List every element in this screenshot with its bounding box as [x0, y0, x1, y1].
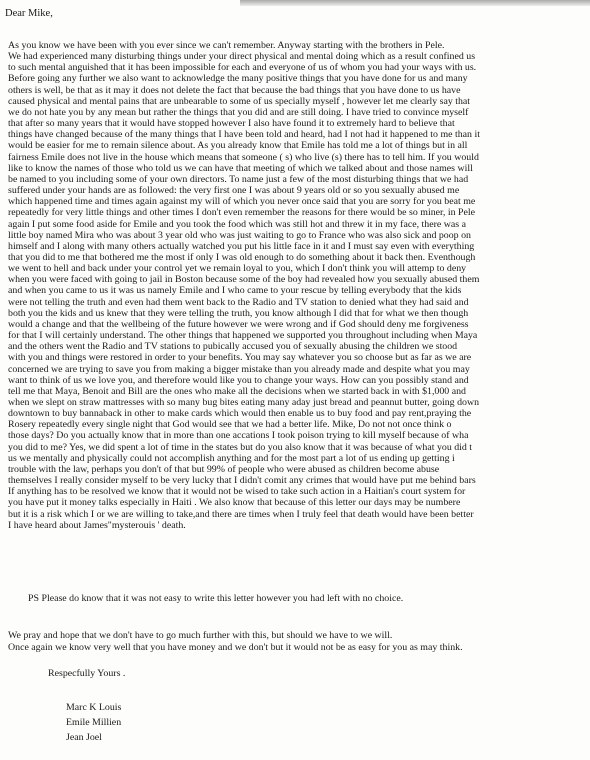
letter-line: would be easier for me to remain silence about. As you already know that Emile has told me a lot of things but in all: [8, 140, 468, 152]
signature-name: Jean Joel: [66, 732, 102, 743]
letter-line: and when you came to us it was us namely Emile and I who came to your rescue by telling everybody that the kids: [8, 285, 462, 297]
letter-line: be named to you including some of your own directors. To name just a few of the most disturbing things that we had: [8, 173, 469, 185]
letter-line: when we slept on straw mattresses with so many bug bites eating many aday just bread and peannut butter, going down: [8, 397, 480, 408]
letter-line: that you did to me that bothered me the most if only I was old enough to do something about it back then. Eventhough: [8, 251, 476, 263]
letter-line: want to think of us we love you, and therefore would like you to change your ways. How can you possibly stand and: [8, 374, 469, 386]
signature-name: Marc K Louis: [66, 702, 122, 713]
letter-line: us we mentally and physically could not accomplish anything and for the most part a lot of us ending up getting i: [8, 452, 455, 464]
letter-line: little boy named Mira who was about 3 year old who was just waiting to go to France who was also sick and poop on: [8, 229, 471, 241]
letter-line: both you the kids and us knew that they were telling the truth, you know although I did that for what we then though: [8, 307, 469, 319]
letter-line: As you know we have been with you ever since we can't remember. Anyway starting with the brothers in Pele.: [8, 40, 445, 51]
letter-closing: [8, 630, 588, 653]
letter-line: for that I will certainly understand. The other things that happened we supported you throughout including when Maya: [8, 330, 478, 342]
letter-valediction: Respecfully Yours .: [48, 668, 126, 679]
letter-line: we went to hell and back under your control yet we remain loyal to you, which I don't think you will attemp to deny: [8, 263, 467, 275]
letter-line: you have put it money talks especially in Haiti . We also know that because of this letter our days may be numbere: [8, 497, 461, 509]
letter-line: but it is a risk which I or we are willing to take,and there are times when I truly feel that death would have been better: [8, 508, 474, 520]
letter-line: Rosery repeatedly every single night that God would see that we had a better life. Mike, Do not not once think o: [8, 419, 452, 431]
letter-line: with you and things were restored in order to your benefits. You may say whatever you so choose but as far as we are: [8, 352, 472, 364]
letter-line: fairness Emile does not live in the house which means that someone ( s) who live (s) there has to tell him. If you would: [8, 151, 479, 163]
letter-line: We had experienced many disturbing things under your direct physical and mental doing which as a result confined us: [8, 51, 476, 63]
letter-line: we do not hate you by any mean but rather the things that you did and are still doing. I have tried to convince myself: [8, 106, 469, 118]
signature-name: Emile Millien: [66, 717, 122, 728]
letter-postscript: PS Please do know that it was not easy to write this letter however you had left with no choice.: [28, 593, 404, 604]
letter-line: like to know the names of those who told us we can have that meeting of which we talked about and those names will: [8, 162, 473, 174]
letter-line: that after so many years that it would have stopped however I also have found it to extremely hard to believe that: [8, 118, 455, 130]
letter-line: I have heard about James"mysterouis ' death.: [8, 519, 186, 531]
letter-line: themselves I really consider myself to be very lucky that I didn't comit any crimes that would have put me behind bars: [8, 475, 476, 487]
letter-line: We pray and hope that we don't have to go much further with this, but should we have to we will.: [8, 630, 393, 641]
letter-line: himself and I along with many others actually watched you put his little face in it and I must say even with everything: [8, 240, 475, 252]
letter-line: others is well, be that as it may it does not delete the fact that because the bad things that you have done to us have: [8, 84, 461, 96]
letter-line: caused physical and mental pains that are unbearable to some of us specially myself , however let me clearly say that: [8, 95, 471, 107]
letter-line: and the others went the Radio and TV stations to pubically accused you of sexually abusing the children we stood: [8, 341, 458, 353]
letter-line: trouble with the law, perhaps you don't of that but 99% of people who were abused as children become abuse: [8, 463, 440, 475]
letter-line: were not telling the truth and even had them went back to the Radio and TV station to denied what they had said and: [8, 296, 469, 308]
letter-line: If anything has to be resolved we know that it would not be wised to take such action in a Haitian's court system for: [8, 486, 466, 498]
letter-line: tell me that Maya, Benoit and Bill are the ones who make all the decisions when we started back in with $1,000 and: [8, 385, 466, 397]
letter-line: when you were faced with going to jail in Boston because some of the boy had revealed how you sexually abused them: [8, 274, 480, 286]
scan-smudge: [240, 0, 590, 6]
letter-line: concerned we are trying to save you from making a bigger mistake than you already made and despite what you may: [8, 363, 470, 375]
letter-line: suffered under your hands are as followed: the very first one I was about 9 years old or so you sexually abused me: [8, 185, 460, 197]
letter-line: Once again we know very well that you have money and we don't but it would not be as easy for you as may think.: [8, 641, 463, 653]
letter-line: would a change and that the wellbeing of the future however we were wrong and if God should deny me forgiveness: [8, 318, 469, 330]
letter-line: repeatedly for very little things and other times I don't even remember the reasons for there would be so miner, in Pele: [8, 207, 476, 219]
letter-line: which happened time and times again against my will of which you never once said that you are sorry for you beat me: [8, 196, 476, 208]
letter-line: downtown to buy bannaback in other to make cards which would then enable us to buy food and pay rent,praying the: [8, 408, 472, 420]
letter-line: Before going any further we also want to acknowledge the many positive things that you have done for us and many: [8, 73, 468, 85]
letter-line: you did to me? Yes, we did spent a lot of time in the states but do you also know that it was because of what you did t: [8, 441, 473, 453]
letter-line: those days? Do you actually know that in more than one accations I took poison trying to kill myself because of wha: [8, 430, 469, 442]
letter-line: again I put some food aside for Emile and you took the food which was still hot and threw it in my face, there was a: [8, 218, 466, 230]
letter-line: to such mental anguished that it has been impossible for each and everyone of us of whom you had your ways with us.: [8, 62, 477, 74]
letter-line: things have changed because of the many things that I have been told and heard, had I not had it happened to me than it: [8, 129, 480, 141]
letter-body: [8, 40, 588, 531]
letter-greeting: Dear Mike,: [5, 8, 53, 19]
